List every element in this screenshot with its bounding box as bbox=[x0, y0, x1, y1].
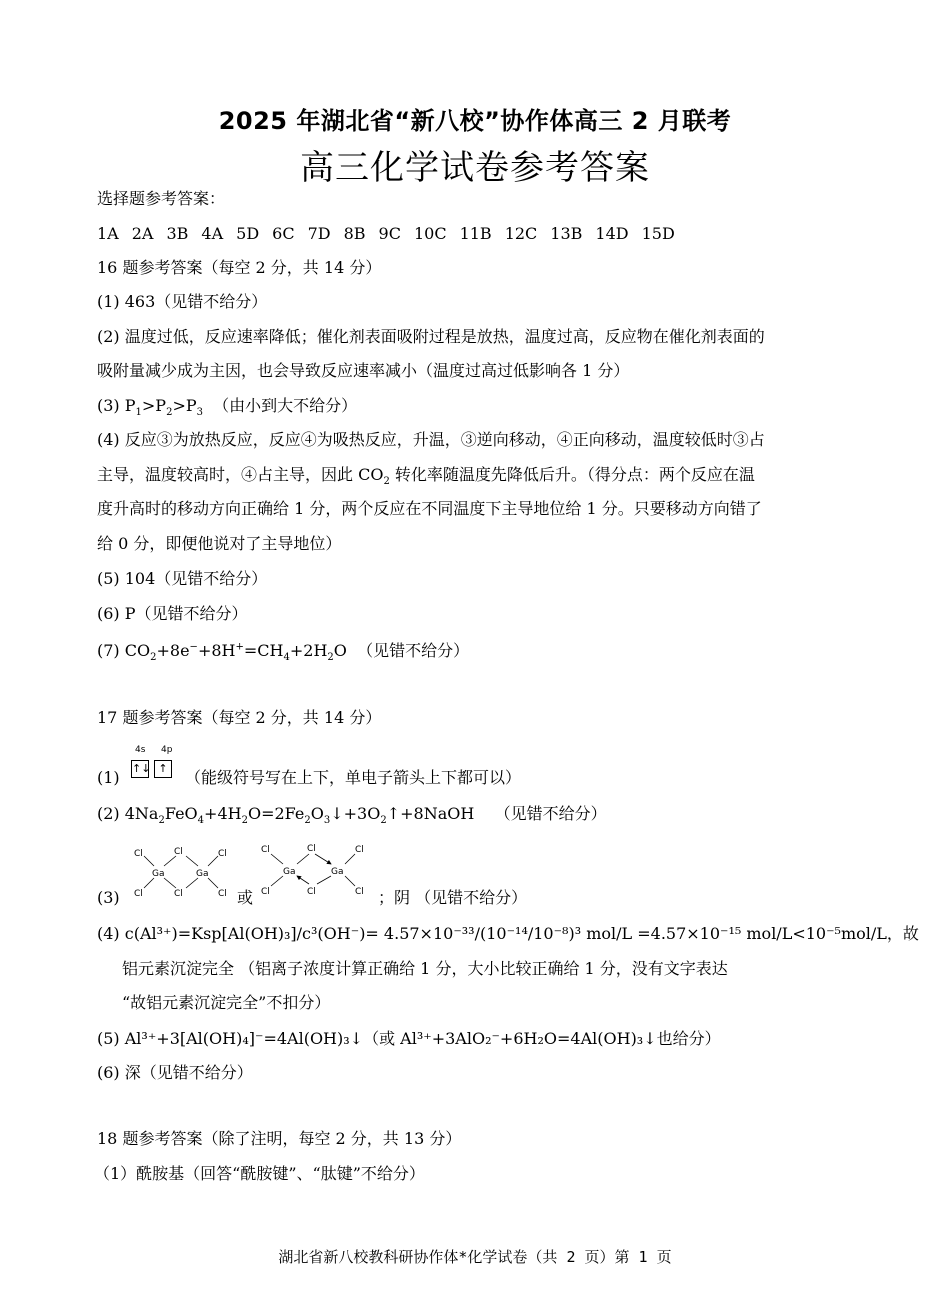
cl-atom: Cl bbox=[174, 889, 183, 898]
q16-answer-4-line2: 主导，温度较高时，④占主导，因此 $CO_2$ 转化率随温度先降低后升。（得分点：两个反应在温 bbox=[97, 465, 755, 488]
q17-answer-1-note: （能级符号写在上下，单电子箭头上下都可以） bbox=[185, 768, 522, 787]
exam-title: 2025 年湖北省“新八校”协作体高三 2 月联考 bbox=[218, 107, 732, 135]
mc-answer-item: 15D bbox=[641, 224, 675, 243]
q16-answer-7: (7) $CO_2+8e^-+8H^+=CH_4+2H_2O$ （见错不给分） bbox=[97, 641, 470, 664]
mc-answer-item: 6C bbox=[272, 224, 295, 243]
ga2cl6-structure-2 bbox=[255, 838, 373, 898]
mc-answer-item: 11B bbox=[459, 224, 492, 243]
q16-answer-5: (5) 104（见错不给分） bbox=[97, 569, 268, 588]
cl-atom: Cl bbox=[355, 845, 364, 855]
cl-atom: Cl bbox=[174, 847, 183, 857]
q16-answer-4-line2-a: 主导，温度较高时，④占主导，因此 CO bbox=[97, 465, 384, 484]
q17-answer-5: (5) Al³⁺+3[Al(OH)₄]⁻=4Al(OH)₃↓（或 Al³⁺+3AlO₂⁻+6H₂O=4Al(OH)₃↓也给分） bbox=[97, 1029, 721, 1048]
orbital-box-4s: ↑↓ bbox=[131, 760, 149, 778]
q17-answer-3-or: 或 bbox=[237, 888, 254, 907]
orbital-label-4s: 4s bbox=[135, 745, 146, 755]
ga-atom: Ga bbox=[152, 869, 165, 879]
ga2cl6-structure-1 bbox=[128, 842, 236, 898]
mc-answer-item: 14D bbox=[595, 224, 629, 243]
q17-answer-2-note: （见错不给分） bbox=[494, 804, 607, 823]
mc-answer-item: 7D bbox=[307, 224, 331, 243]
mc-answer-item: 8B bbox=[343, 224, 366, 243]
mc-answer-item: 9C bbox=[378, 224, 401, 243]
document-title: 高三化学试卷参考答案 bbox=[300, 148, 650, 188]
q16-answer-4-line2-b: 转化率随温度先降低后升。（得分点：两个反应在温 bbox=[394, 465, 755, 484]
mc-answer-item: 4A bbox=[201, 224, 224, 243]
mc-answer-item: 3B bbox=[166, 224, 189, 243]
mc-answer-item: 1A bbox=[97, 224, 119, 243]
q16-answer-4-line1: (4) 反应③为放热反应，反应④为吸热反应，升温，③逆向移动，④正向移动，温度较低时③占 bbox=[97, 430, 765, 449]
mc-answer-item: 5D bbox=[236, 224, 260, 243]
q18-heading: 18 题参考答案（除了注明，每空 2 分，共 13 分） bbox=[97, 1129, 462, 1148]
cl-atom: Cl bbox=[134, 889, 143, 898]
cl-atom: Cl bbox=[261, 887, 270, 897]
ga-atom: Ga bbox=[196, 869, 209, 879]
cl-atom: Cl bbox=[261, 845, 270, 855]
q17-answer-1-num: (1) bbox=[97, 768, 120, 787]
ga-atom: Ga bbox=[331, 867, 344, 877]
q17-answer-3-tail: ；阴 （见错不给分） bbox=[378, 888, 528, 907]
ga-atom: Ga bbox=[283, 867, 296, 877]
q16-answer-2-line2: 吸附量减少成为主因，也会导致反应速率减小（温度过高过低影响各 1 分） bbox=[97, 361, 630, 380]
q17-answer-4-line2: 铝元素沉淀完全 （铝离子浓度计算正确给 1 分，大小比较正确给 1 分，没有文字表达 bbox=[122, 959, 728, 978]
cl-atom: Cl bbox=[307, 887, 316, 897]
q16-heading: 16 题参考答案（每空 2 分，共 14 分） bbox=[97, 258, 382, 277]
orbital-label-4p: 4p bbox=[161, 745, 173, 755]
cl-atom: Cl bbox=[307, 844, 316, 854]
q16-answer-4-line4: 给 0 分，即便他说对了主导地位） bbox=[97, 534, 342, 553]
mc-answer-item: 10C bbox=[413, 224, 447, 243]
q18-answer-1: （1）酰胺基（回答“酰胺键”、“肽键”不给分） bbox=[94, 1164, 425, 1183]
q16-answer-3: (3) $P_1>P_2>P_3$ （由小到大不给分） bbox=[97, 396, 358, 419]
q16-answer-2-line1: (2) 温度过低，反应速率降低；催化剂表面吸附过程是放热，温度过高，反应物在催化剂表面的 bbox=[97, 327, 765, 346]
mc-answer-item: 13B bbox=[550, 224, 583, 243]
mc-answer-item: 2A bbox=[131, 224, 154, 243]
q16-answer-3-note: （由小到大不给分） bbox=[213, 396, 358, 415]
q17-answer-2: (2) $4Na_2FeO_4+4H_2O=2Fe_2O_3↓+3O_2↑+8NaOH$ （见错不给分） bbox=[97, 804, 607, 827]
mc-answer-item: 12C bbox=[504, 224, 538, 243]
q16-answer-4-line3: 度升高时的移动方向正确给 1 分，两个反应在不同温度下主导地位给 1 分。只要移动方向错了 bbox=[97, 499, 762, 518]
cl-atom: Cl bbox=[355, 887, 364, 897]
mc-answer-list bbox=[97, 223, 688, 245]
q17-answer-4-line1: (4) c(Al³⁺)=Ksp[Al(OH)₃]/c³(OH⁻)= 4.57×10⁻³³/(10⁻¹⁴/10⁻⁸)³ mol/L =4.57×10⁻¹⁵ mol/L<10⁻⁵mol/L，故 bbox=[97, 924, 919, 943]
q16-answer-7-note: （见错不给分） bbox=[357, 641, 470, 660]
orbital-box-4p: ↑ bbox=[154, 760, 172, 778]
q16-answer-1: (1) 463（见错不给分） bbox=[97, 292, 268, 311]
cl-atom: Cl bbox=[134, 849, 143, 859]
q17-answer-6: (6) 深（见错不给分） bbox=[97, 1063, 253, 1082]
mc-heading: 选择题参考答案： bbox=[97, 189, 226, 208]
q17-answer-3-num: (3) bbox=[97, 888, 120, 907]
q17-answer-4-line3: “故铝元素沉淀完全”不扣分） bbox=[122, 993, 331, 1012]
page-footer: 湖北省新八校教科研协作体*化学试卷（共 2 页）第 1 页 bbox=[278, 1248, 672, 1266]
q16-answer-6: (6) P（见错不给分） bbox=[97, 604, 248, 623]
q17-heading: 17 题参考答案（每空 2 分，共 14 分） bbox=[97, 708, 382, 727]
cl-atom: Cl bbox=[218, 889, 227, 898]
cl-atom: Cl bbox=[218, 849, 227, 859]
q16-answer-3-prefix: (3) P bbox=[97, 396, 136, 415]
